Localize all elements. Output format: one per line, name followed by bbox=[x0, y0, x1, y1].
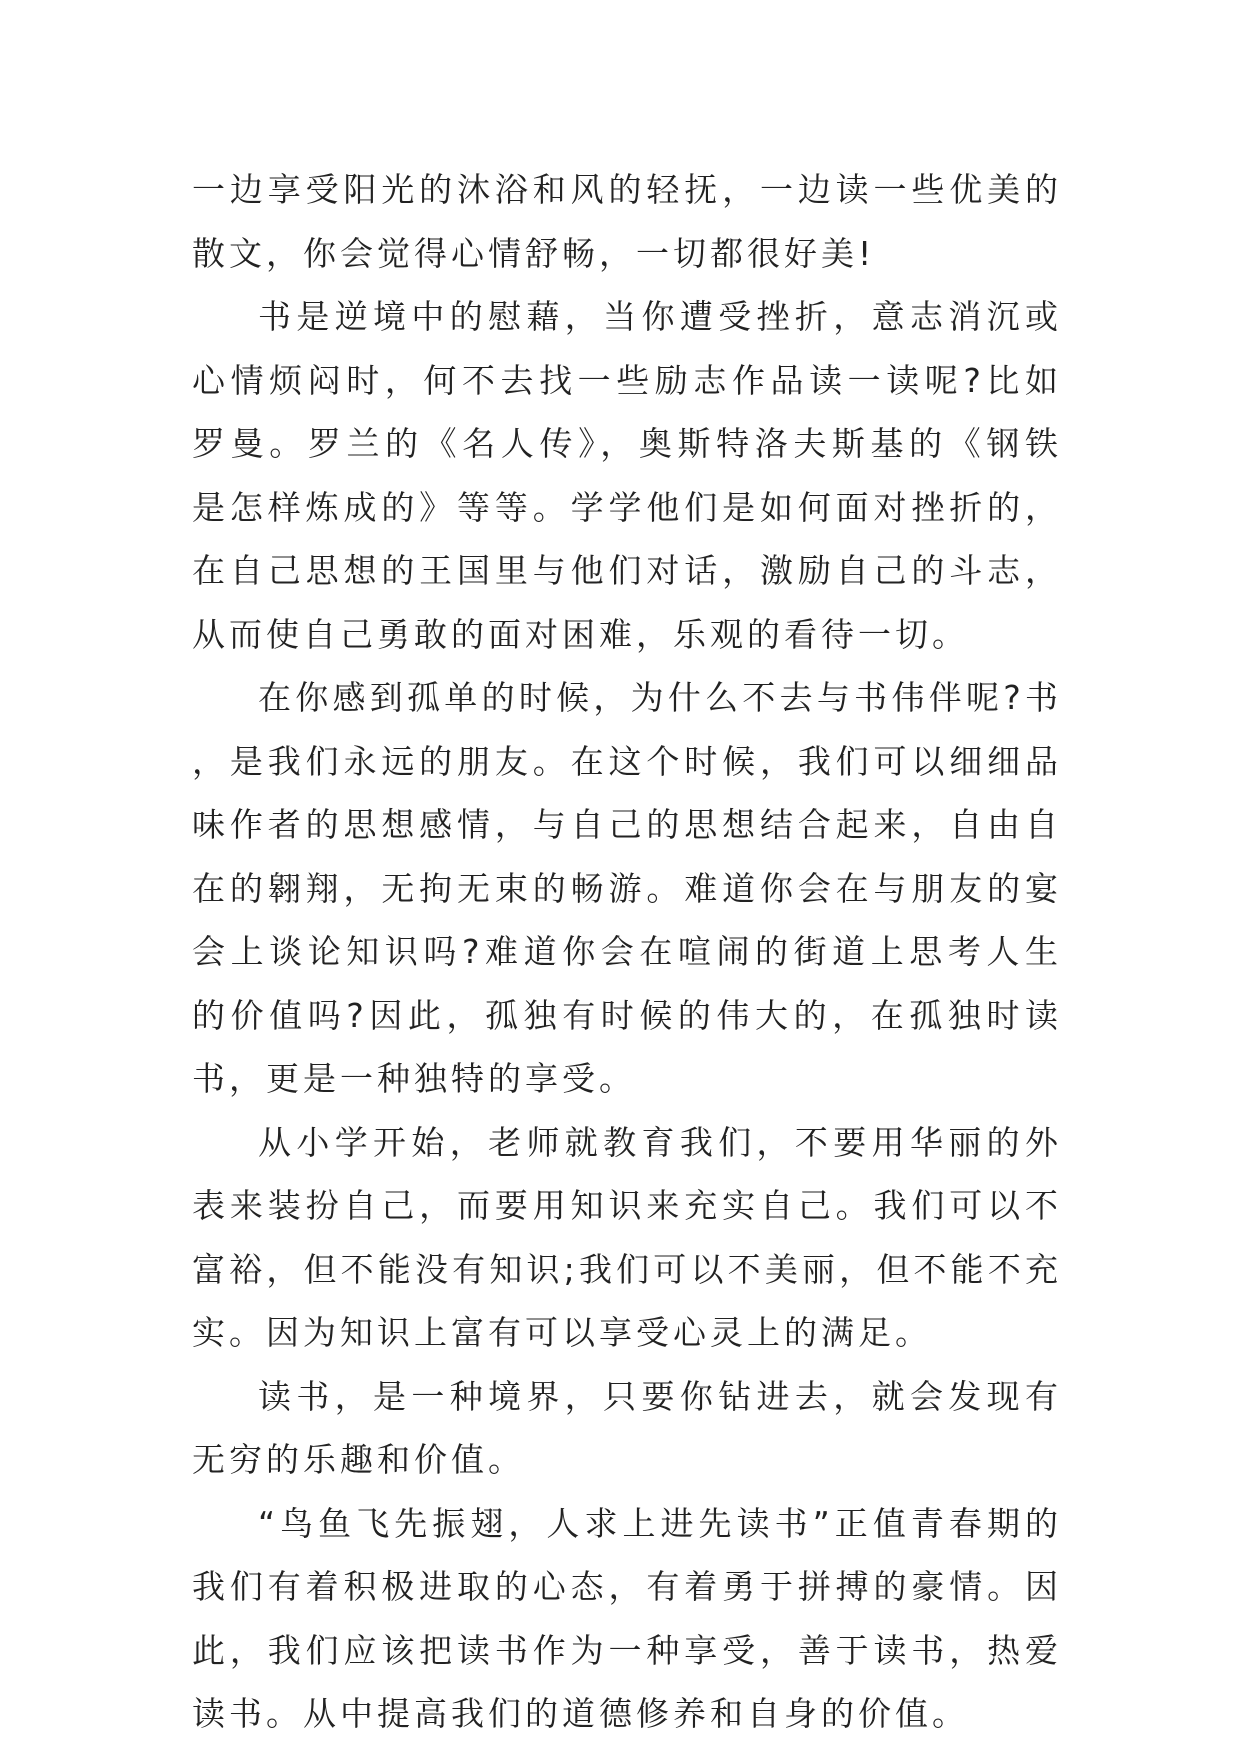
paragraph-3: 在你感到孤单的时候，为什么不去与书伟伴呢?书，是我们永远的朋友。在这个时候，我们可以细细品味作者的思想感情，与自己的思想结合起来，自由自在的翱翔，无拘无束的畅游。难道你会在与朋友的宴会上谈论知识吗?难道你会在喧闹的街道上思考人生的价值吗?因此，孤独有时候的伟大的，在孤独时读书，更是一种独特的享受。 bbox=[192, 678, 1062, 1098]
paragraph-4: 从小学开始，老师就教育我们，不要用华丽的外表来装扮自己，而要用知识来充实自己。我们可以不富裕，但不能没有知识;我们可以不美丽，但不能不充实。因为知识上富有可以享受心灵上的满足。 bbox=[192, 1122, 1062, 1352]
paragraph-6: “鸟鱼飞先振翅，人求上进先读书”正值青春期的我们有着积极进取的心态，有着勇于拼搏的豪情。因此，我们应该把读书作为一种享受，善于读书，热爱读书。从中提高我们的道德修养和自身的价值。 bbox=[192, 1503, 1062, 1733]
paragraph-1: 一边享受阳光的沐浴和风的轻抚，一边读一些优美的散文，你会觉得心情舒畅，一切都很好美! bbox=[192, 170, 1062, 273]
document-body bbox=[192, 158, 1062, 1746]
paragraph-2: 书是逆境中的慰藉，当你遭受挫折，意志消沉或心情烦闷时，何不去找一些励志作品读一读呢?比如罗曼。罗兰的《名人传》，奥斯特洛夫斯基的《钢铁是怎样炼成的》等等。学学他们是如何面对挫折的，在自己思想的王国里与他们对话，激励自己的斗志，从而使自己勇敢的面对困难，乐观的看待一切。 bbox=[192, 297, 1062, 654]
paragraph-5: 读书，是一种境界，只要你钻进去，就会发现有无穷的乐趣和价值。 bbox=[192, 1376, 1062, 1479]
